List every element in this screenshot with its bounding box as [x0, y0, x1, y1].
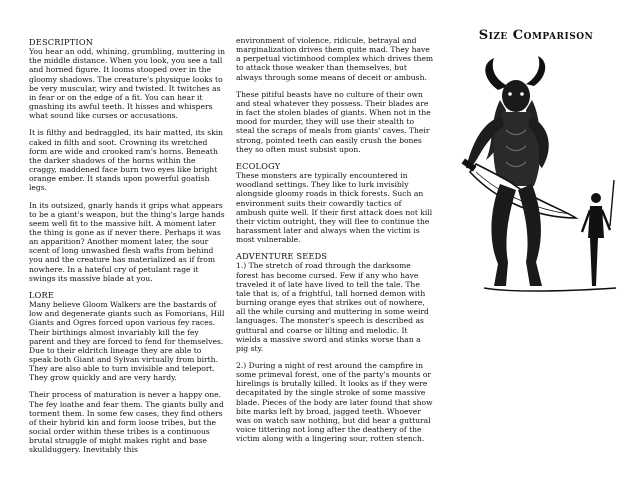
head-shape — [502, 80, 530, 112]
ecology-heading: ECOLOGY — [236, 160, 281, 171]
continued-paragraph-1: environment of violence, ridicule, betrayal and marginalization drives them quite mad. They have a perpetual victimhood complex which drives them to attack those weaker than themselves, but always through some means of deceit or ambush. — [236, 36, 434, 82]
description-heading: DESCRIPTION — [29, 37, 94, 47]
left-column — [29, 38, 225, 463]
right-horn-shape — [526, 56, 545, 86]
lore-paragraph-1: Many believe Gloom Walkers are the bastards of low and degenerate giants such as Fomorians, Hill Giants and Ogres forced upon various fey races. Their birthings almost invariably kill the fey parent and they are forced to fend for themselves. Due to their eldritch lineage they are able to speak both Giant and Sylvan virtually from birth. They are also able to turn invisible and teleport. They grow quickly and are very hardy. — [29, 300, 225, 383]
left-leg-shape — [491, 184, 516, 286]
middle-column — [236, 36, 434, 451]
size-comparison-title: Size Comparison — [478, 28, 594, 43]
adventure-seeds-heading: ADVENTURE SEEDS — [236, 251, 328, 262]
gloom-walker-illustration — [446, 50, 626, 310]
adventure-seed-2: 2.) During a night of rest around the campfire in some primeval forest, one of the party's mounts or hirelings is brutally killed. It looks as if they were decapitated by the single stroke of some massive blade. Pieces of the body are later found that show bite marks left by broad, jagged teeth. Whoever was on watch saw nothing, but did hear a guttural voice tittering not long after the deathery of the victim along with a lingering sour, rotten stench. — [236, 361, 433, 444]
ecology-paragraph: These monsters are typically encountered in woodland settings. They like to lurk invisibly alongside gloomy roads in thick forests. Such an environment suits their cowardly tactics of ambush quite well. If their first attack does not kill their victim outright, they will flee to continue the harassment later and always when the victim is most vulnerable. — [236, 171, 433, 245]
description-paragraph-2: It is filthy and bedraggled, its hair matted, its skin caked in filth and soot. Crowning its wretched form are wide and crooked ram's horns. Beneath the darker shadows of the horns within the craggy, maddened face burn two eyes like bright orange ember. It stands upon powerful goatish legs. — [29, 128, 224, 193]
description-paragraph-3: In its outsized, gnarly hands it grips what appears to be a giant's weapon, but the thing's large hands seem well fit to the massive hilt. A moment later the thing is gone as if never there. Perhaps it was an apparition? Another moment later, the sour scent of long unwashed flesh wafts from behind you and the creature has materialized as if from nowhere. In a hateful cry of petulant rage it swings its massive blade at you. — [29, 200, 225, 283]
human-figure-silhouette — [582, 180, 614, 286]
description-paragraph-1: You hear an odd, whining, grumbling, muttering in the middle distance. When you look, you see a tall and horned figure. It looms stooped over in the gloomy shadows. The creature's physique looks to be very muscular, wiry and twisted. It twitches as in fear or on the edge of a fit. You can hear it gnashing its awful teeth. It hisses and whispers what sound like curses or accusations. — [29, 47, 225, 121]
lore-heading: LORE — [29, 289, 55, 300]
size-comparison-panel — [446, 28, 626, 488]
adventure-seed-1: 1.) The stretch of road through the darksome forest has become cursed. Few if any who have traveled it of late have lived to tell the tale. The tale that is, of a frightful, tall horned demon with burning orange eyes that strikes out of nowhere, all the while cursing and muttering in some weird languages. The monster's speech is described as guttural and coarse or lilting and melodic. It wields a massive sword and stinks worse than a pig sty. — [236, 261, 429, 353]
continued-paragraph-2: These pitiful beasts have no culture of their own and steal whatever they possess. Their blades are in fact the stolen blades of giants. When not in the mood for murder, they will use their stealth to steal the scraps of meals from giants' caves. Their strong, pointed teeth can easily crush the bones they so often must subsist upon. — [236, 89, 431, 154]
left-horn-shape — [485, 58, 508, 90]
lore-paragraph-2: Their process of maturation is never a happy one. The fey loathe and fear them. The giants bully and torment them. In some few cases, they find others of their hybrid kin and form loose tribes, but the social order within these tribes is a continuous brutal struggle of might makes right and base skullduggery. Inevitably this — [29, 390, 224, 455]
